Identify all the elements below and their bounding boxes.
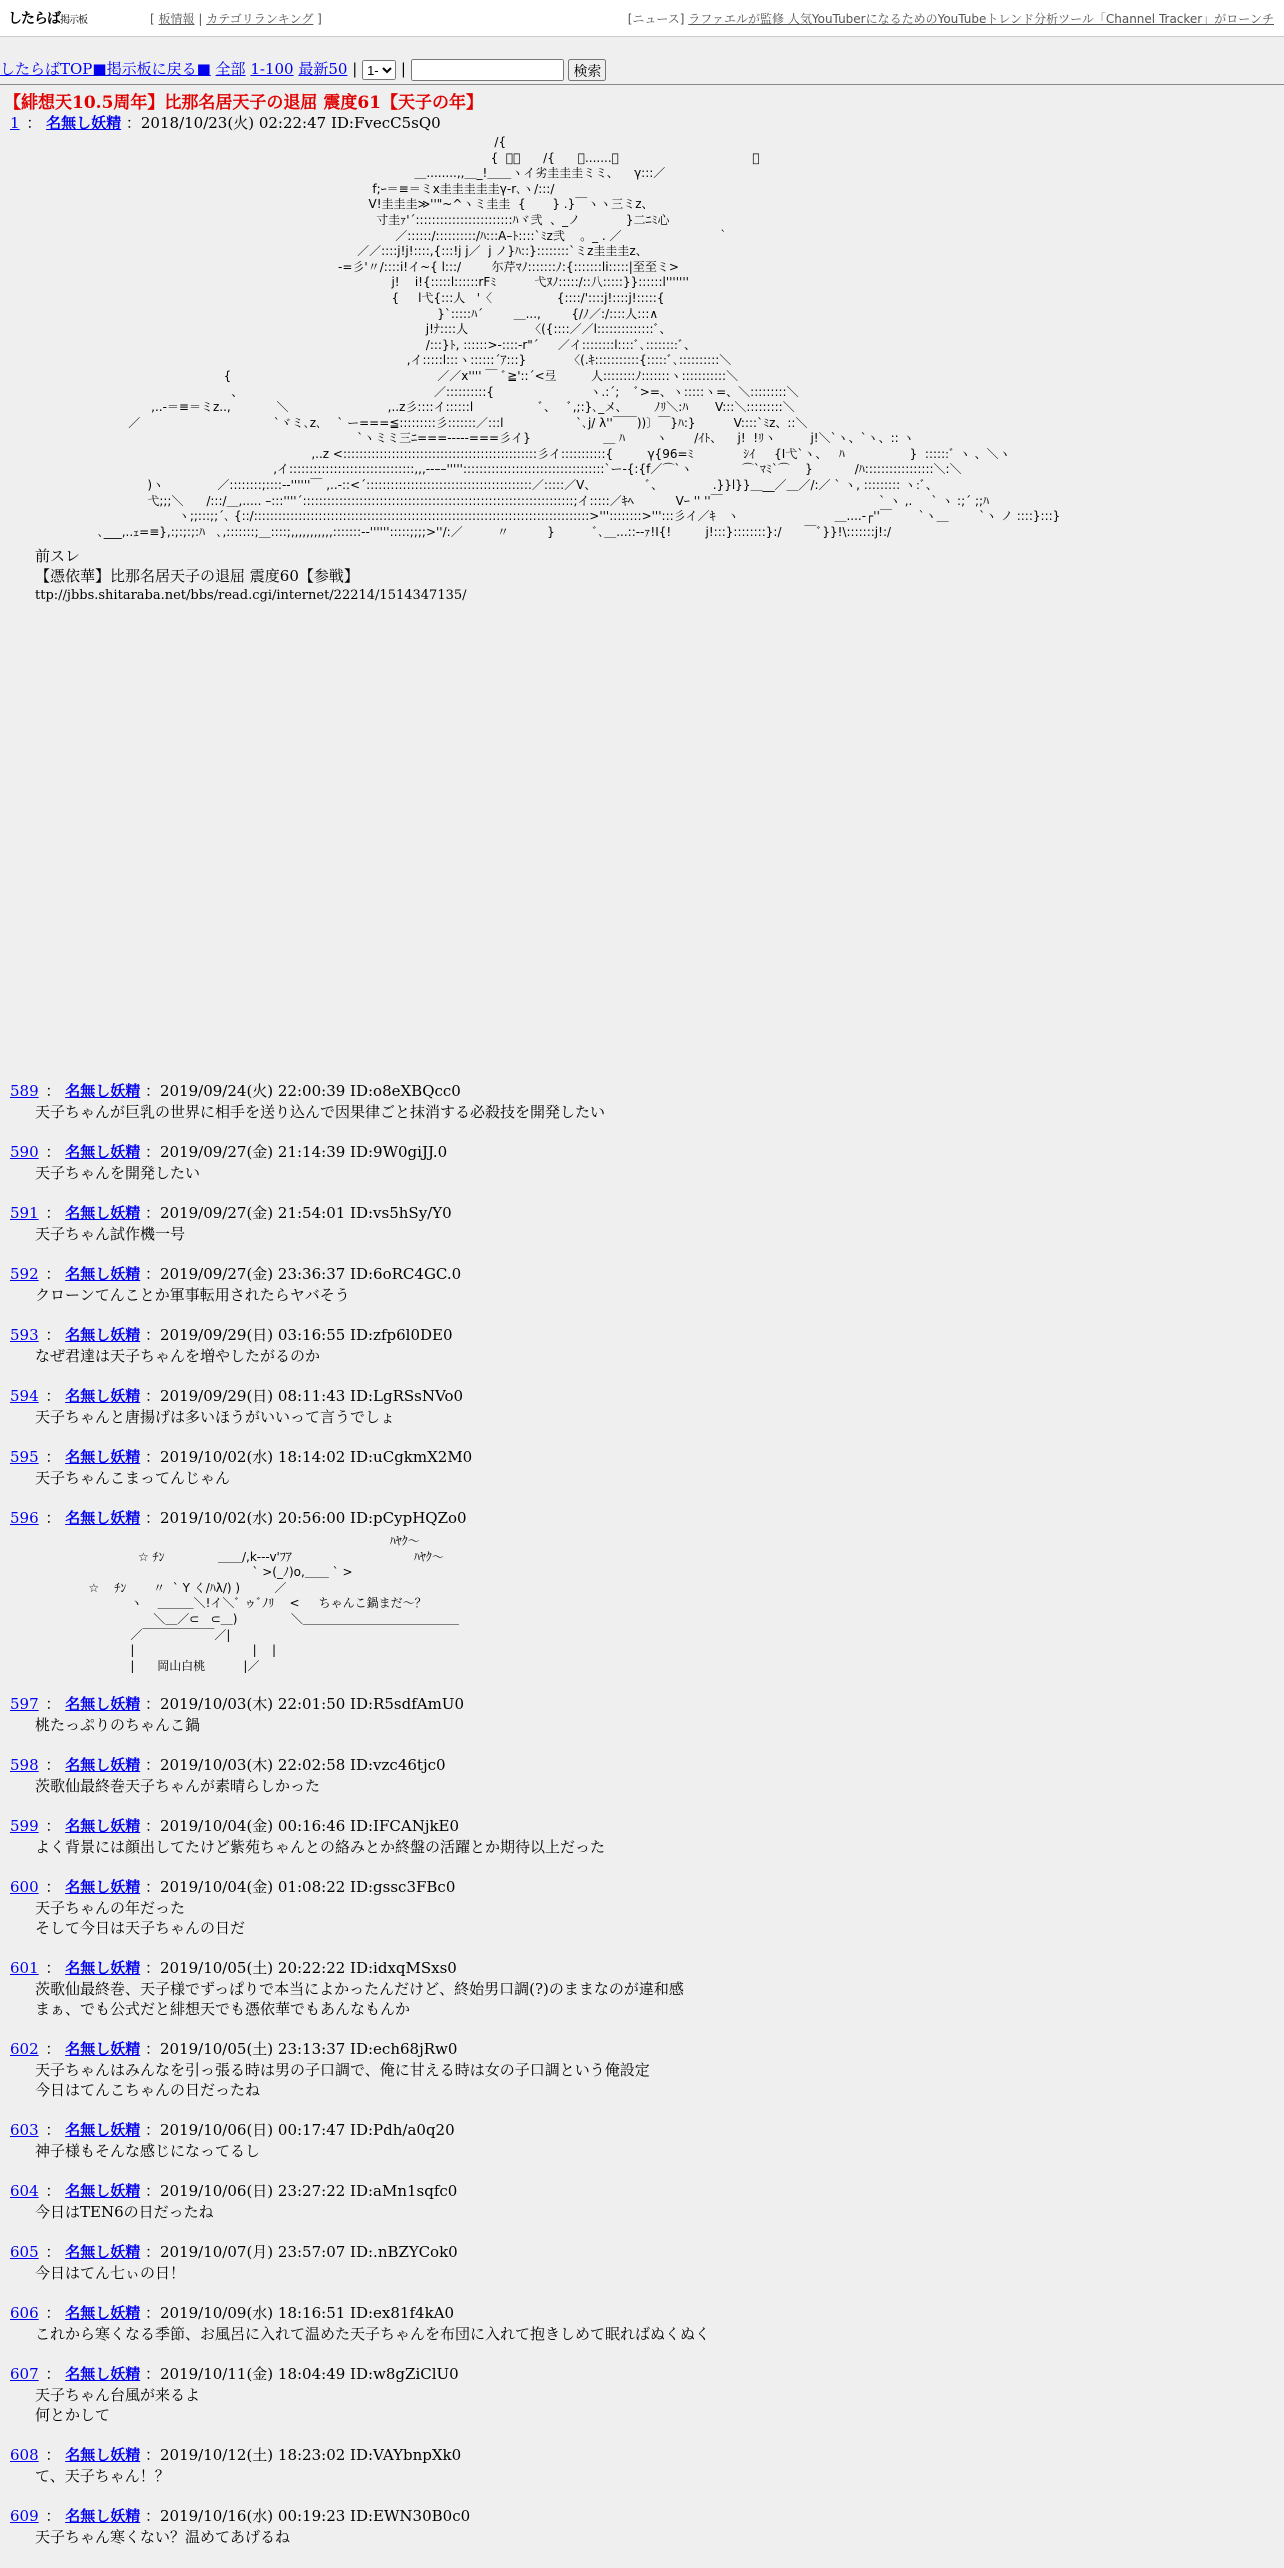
post-number[interactable]: 609	[10, 2507, 39, 2526]
post-date: 2019/10/02(水) 20:56:00 ID:pCypHQZo0	[159, 1509, 467, 1527]
post-date: 2019/09/29(日) 08:11:43 ID:LgRSsNVo0	[159, 1387, 464, 1405]
post-date: 2019/10/12(土) 18:23:02 ID:VAYbnpXk0	[159, 2446, 462, 2465]
body-line: て、天子ちゃん！？	[35, 2467, 170, 2486]
body-line: 桃たっぷりのちゃんこ鍋	[35, 1716, 201, 1735]
poster-name[interactable]: 名無し妖精	[65, 2040, 141, 2059]
post	[10, 2180, 1284, 2222]
post-number[interactable]: 608	[10, 2446, 39, 2465]
thread-nav: したらばTOP■掲示板に戻る■ 全部 1-100 最新50 | 1- | 検索	[0, 56, 1284, 82]
poster-name[interactable]: 名無し妖精	[65, 1448, 141, 1466]
body-line: よく背景には顔出してたけど紫苑ちゃんとの絡みとか終盤の活躍とか期待以上だった	[35, 1838, 606, 1857]
post-list	[10, 1080, 1284, 2566]
poster-name[interactable]: 名無し妖精	[65, 1817, 141, 1836]
search-button[interactable]: 検索	[568, 59, 606, 81]
post-header: 606 ： 名無し妖精 ：2019/10/09(水) 18:16:51 ID:ex81f4kA0	[10, 2304, 455, 2323]
post-number[interactable]: 594	[10, 1387, 39, 1405]
post	[10, 2119, 1284, 2161]
body-line: 神子様もそんな感じになってるし	[35, 2142, 261, 2161]
post-number[interactable]: 590	[10, 1143, 39, 1161]
post-date: 2019/10/02(水) 18:14:02 ID:uCgkmX2M0	[159, 1448, 473, 1466]
post-number[interactable]: 598	[10, 1756, 39, 1775]
post	[10, 1815, 1284, 1857]
poster-name[interactable]: 名無し妖精	[65, 2507, 141, 2526]
post-number[interactable]: 603	[10, 2121, 39, 2140]
post-body	[35, 2385, 1284, 2425]
post-body	[35, 2060, 1284, 2100]
poster-name[interactable]: 名無し妖精	[65, 2365, 141, 2384]
body-line: 天子ちゃん寒くない？温めてあげるね	[35, 2528, 291, 2547]
back-to-board-link[interactable]: ■掲示板に戻る■	[92, 60, 211, 78]
body-line: 今日はてん七ぃの日！	[35, 2264, 186, 2283]
post-body	[35, 1468, 1284, 1488]
body-line: これから寒くなる季節、お風呂に入れて温めた天子ちゃんを布団に入れて抱きしめて眠ればぬくぬく	[35, 2325, 711, 2344]
board-info-link[interactable]: 板情報	[158, 12, 195, 26]
post-body	[35, 1102, 1284, 1122]
post-number[interactable]: 607	[10, 2365, 39, 2384]
post-number[interactable]: 593	[10, 1326, 39, 1344]
post-number[interactable]: 596	[10, 1509, 39, 1527]
post-date: 2019/10/04(金) 01:08:22 ID:gssc3FBc0	[159, 1878, 456, 1897]
post-body	[35, 2527, 1284, 2547]
post-header: 598 ： 名無し妖精 ：2019/10/03(木) 22:02:58 ID:vzc46tjc0	[10, 1756, 446, 1775]
poster-name[interactable]: 名無し妖精	[65, 1082, 141, 1100]
post-date: 2019/09/27(金) 23:36:37 ID:6oRC4GC.0	[159, 1265, 462, 1283]
post-header: 603 ： 名無し妖精 ：2019/10/06(日) 00:17:47 ID:Pdh/a0q20	[10, 2121, 455, 2140]
logo-main: したらば	[8, 11, 60, 27]
post-number[interactable]: 1	[10, 114, 20, 132]
post	[10, 2038, 1284, 2100]
post-date: 2018/10/23(火) 02:22:47 ID:FvecC5sQ0	[140, 114, 441, 132]
body-line: 【憑依華】比那名居天子の退屈 震度60【参戦】	[35, 567, 359, 586]
post-body	[35, 1979, 1284, 2019]
post-header: 599 ： 名無し妖精 ：2019/10/04(金) 00:16:46 ID:IFCANjkE0	[10, 1817, 460, 1836]
logo-sub: 掲示板	[60, 15, 87, 26]
post	[10, 2363, 1284, 2425]
post-date: 2019/10/16(水) 00:19:23 ID:EWN30B0c0	[159, 2507, 471, 2526]
post	[10, 1507, 1284, 1674]
poster-name[interactable]: 名無し妖精	[65, 1387, 141, 1405]
poster-name[interactable]: 名無し妖精	[65, 1878, 141, 1897]
body-line: まぁ、でも公式だと緋想天でも憑依華でもあんなもんか	[35, 2000, 411, 2019]
site-logo[interactable]	[8, 8, 87, 28]
poster-name[interactable]: 名無し妖精	[65, 1695, 141, 1714]
body-line: 茨歌仙最終巻天子ちゃんが素晴らしかった	[35, 1777, 321, 1796]
post-date: 2019/10/09(水) 18:16:51 ID:ex81f4kA0	[159, 2304, 455, 2323]
post	[10, 2302, 1284, 2344]
post-body	[35, 546, 1284, 606]
post-body	[35, 1346, 1284, 1366]
post-number[interactable]: 605	[10, 2243, 39, 2262]
post-date: 2019/09/27(金) 21:14:39 ID:9W0giJJ.0	[159, 1143, 448, 1161]
post-number[interactable]: 591	[10, 1204, 39, 1222]
post-number[interactable]: 592	[10, 1265, 39, 1283]
post-body	[35, 1715, 1284, 1735]
post-date: 2019/09/27(金) 21:54:01 ID:vs5hSy/Y0	[159, 1204, 452, 1222]
post-date: 2019/10/04(金) 00:16:46 ID:IFCANjkE0	[159, 1817, 460, 1836]
ascii-art: /{ { ﾞ､ /{ ＿.......＿ ＿ ＿........,,＿_!＿＿ヽイ劣圭圭圭ミミ、 γ:::／ f;ｰ＝≡＝ミx圭圭圭圭圭γ-r､ヽ/:::/ V!圭圭圭≫''"~^ヽミ圭圭 { } .}￣ヽヽ三ミz、 寸圭ｧ'´::::::::::::::::::::::::ﾊヾ弐 、_ノ }二ﾆﾐ心 ／::::::/::::::::::/ﾊ:::A–ﾄ::::`ﾐz弐 。_ . ／ ｀ ／／::::j!j!::::,{:::!j j／ j ノ}ﾊ::}::::::::`ミz圭圭圭z、 -=彡'〃/::::i!イ~{ l:::/ 尓芹ﾏﾉ:::::::ﾉ:{:::::::li:::::|至至ミ> j! i!{:::::l::::::rFﾐ 弋ﾇﾉ:::::/::八:::::}}::::::l''''''' { l弋{:::人 '〈 {::::/'::::j!::::j!:::::{ }`:::::ﾊ´ ＿..., {/ﾉ／:/::::人:::∧ j!ﾅ::::人 〈({::::／／l::::::::::::::ﾞ、 /:::}ﾄ, ::::::>-::::-r"´ ／イ::::::::l::::ﾞ､::::::::ﾞ、 ,イ:::::l:::ヽ::::::´ｱ:::} 〈(.ｷ:::::::::::{:::::ﾞ､::::::::::＼ { ／／x'''' ￣ ﾞ≧'::´<弖 人::::::::ﾉ:::::::ヽ:::::::::::＼ 、 ／::::::::::{ ヽ.:´; ﾞ>=、ヽ:::::ヽ=、＼:::::::::＼ ,..-＝≡＝ミz.., ＼ ,..z彡::::イ::::::l ﾞ、 ﾞ,;:}､_メ、 ﾉﾘ＼:ﾊ V:::＼:::::::::＼ ／ `ヾミ､z､ ` ー===≦:::::::::彡:::::::／:::l `､j/ λ''￣￣))〕￣}ﾊ:} V::::`ﾐz、::＼ `ヽミミ三ﾆ===-----===彡イ} ＿ ﾊ ヽ /ｲﾄ、 j! !ﾘヽ j!＼`ヽ、`ヽ、:: ヽ ,..z <::::::::::::::::::::::::::::::::::::::::::::::::彡イ:::::::::::{ γ{96=ﾐ ｼｲ {I弋`ヽ、 ﾊ } ::::::ﾞ ヽ 、＼ヽ ,イ:::::::::::::::::::::::::::::::,,,--––''''':::::::::::::::::::::::::::::::::::`ー-{:{f／⌒`ヽ ⌒`ﾏﾐ`⌒ } /ﾊ:::::::::::::::::＼:＼ )ヽ ／::::::::;::::--''''''￣ ,..-::<´:::::::::::::::::::::::::::::::::::::::::／:::::／V、 ﾞ、 .}}l}}＿__／＿／/:／ ` ヽ, ::::::::: ヽ:ﾞ、 弋;;;＼ /:::/＿,..... –:::''''´:::::::::::::::::::::::::::::::::::::::::::::::::::::::::::::::::::;イ:::::／ｷﾍ Vｰ '' ''￣ ` ヽ ,. ` ヽ :;´ ;;ﾊ ヽ;;:::;;´､ {::/:::::::::::::::::::::::::::::::::::::::::::::::::::::::::::::::::::::::::::::::::::>'''::::::::>''':::彡イ／ｷ ヽ ＿....-┌''￣ `ヽ＿ `ヽ ノ ::::}:::} ､___,..ｪ=≡},:;:;:;:ﾊ ､,:::::::;＿::::;,,,,,,,,,,,:::::::--'''''':::::;;;;>''/:／ 〃 } ﾞ､＿...::--ｧ!I{! j!:::}::::::::}:/ ￣ﾞ}}!\:::::::j!:/	[97, 135, 1061, 539]
post-header: 595 ： 名無し妖精 ：2019/10/02(水) 18:14:02 ID:uCgkmX2M0	[10, 1448, 473, 1466]
ascii-art: ﾊﾔｸ〜 ☆ ﾁﾝ ＿＿/,k---v'ﾌｱ ﾊﾔｸ〜 ` >(_ﾉ)o,＿＿ ` > ☆ ﾁﾝ 〃 ` Y く/ﾊλ/) ) ／ ヽ ＿＿＿＼!イ＼ﾞ ゥﾞﾉﾘ < ちゃんこ鍋まだ～？ ＼＿／⊂ ⊂＿) ＼＿＿＿＿＿＿＿＿＿＿＿＿＿ ／￣￣￣￣￣￣／| | | | | 岡山白桃 |／	[88, 1534, 459, 1673]
post-body	[35, 1285, 1284, 1305]
post	[10, 2505, 1284, 2547]
post	[10, 2444, 1284, 2486]
body-line: 今日はてんこちゃんの日だったね	[35, 2081, 261, 2100]
poster-name[interactable]: 名無し妖精	[65, 2243, 141, 2262]
body-line: 今日はTEN6の日だったね	[35, 2203, 214, 2222]
post-header: 594 ： 名無し妖精 ：2019/09/29(日) 08:11:43 ID:LgRSsNVo0	[10, 1387, 464, 1405]
post	[10, 1876, 1284, 1938]
body-line: 茨歌仙最終巻、天子様でずっぱりで本当によかったんだけど、終始男口調(?)のままなのが違和感	[35, 1980, 684, 1999]
post	[10, 1446, 1284, 1488]
news-link[interactable]: ラファエルが監修 人気YouTuberになるためのYouTubeトレンド分析ツール「Channel Tracker」がローンチ	[688, 12, 1274, 26]
post-body	[35, 1163, 1284, 1183]
post-body	[35, 2141, 1284, 2161]
body-line: そして今日は天子ちゃんの日だ	[35, 1919, 246, 1938]
news-label: ニュース	[632, 12, 680, 26]
body-line: 天子ちゃんの年だった	[35, 1899, 186, 1918]
poster-name[interactable]: 名無し妖精	[46, 114, 122, 132]
post-date: 2019/09/29(日) 03:16:55 ID:zfp6l0DE0	[159, 1326, 453, 1344]
post-number[interactable]: 589	[10, 1082, 39, 1100]
post	[10, 1693, 1284, 1735]
post-date: 2019/10/06(日) 23:27:22 ID:aMn1sqfc0	[159, 2182, 458, 2201]
post-number[interactable]: 606	[10, 2304, 39, 2323]
top-bar	[0, 0, 1284, 37]
poster-name[interactable]: 名無し妖精	[65, 1326, 141, 1344]
post	[10, 1202, 1284, 1244]
post-date: 2019/10/03(木) 22:01:50 ID:R5sdfAmU0	[159, 1695, 464, 1714]
post-header: 597 ： 名無し妖精 ：2019/10/03(木) 22:01:50 ID:R5sdfAmU0	[10, 1695, 464, 1714]
post-header: 1 ： 名無し妖精 ：2018/10/23(火) 02:22:47 ID:FvecC5sQ0	[10, 114, 441, 132]
post-body	[35, 1898, 1284, 1938]
post-header: 601 ： 名無し妖精 ：2019/10/05(土) 20:22:22 ID:idxqMSxs0	[10, 1959, 457, 1978]
post-body	[35, 1224, 1284, 1244]
post-header: 591 ： 名無し妖精 ：2019/09/27(金) 21:54:01 ID:vs5hSy/Y0	[10, 1204, 452, 1222]
body-line: 天子ちゃんこまってんじゃん	[35, 1469, 231, 1487]
board-links: [ 板情報 | カテゴリランキング ]	[150, 12, 322, 26]
poster-name[interactable]: 名無し妖精	[65, 1265, 141, 1283]
post	[10, 1385, 1284, 1427]
post-body	[35, 2263, 1284, 2283]
post-date: 2019/10/05(土) 20:22:22 ID:idxqMSxs0	[159, 1959, 457, 1978]
body-line: なぜ君達は天子ちゃんを増やしたがるのか	[35, 1347, 321, 1365]
post-header: 590 ： 名無し妖精 ：2019/09/27(金) 21:14:39 ID:9W0giJJ.0	[10, 1143, 448, 1161]
post	[10, 1957, 1284, 2019]
post-number[interactable]: 595	[10, 1448, 39, 1466]
body-line: 天子ちゃんと唐揚げは多いほうがいいって言うでしょ	[35, 1408, 396, 1426]
body-line: 天子ちゃんが巨乳の世界に相手を送り込んで因果律ごと抹消する必殺技を開発したい	[35, 1103, 606, 1121]
post-header: 596 ： 名無し妖精 ：2019/10/02(水) 20:56:00 ID:pCypHQZo0	[10, 1509, 467, 1527]
post-body	[35, 2202, 1284, 2222]
poster-name[interactable]: 名無し妖精	[65, 1509, 141, 1527]
post	[10, 1263, 1284, 1305]
news-ticker: [ニュース] ラファエルが監修 人気YouTuberになるためのYouTubeトレンド分析ツール「Channel Tracker」がローンチ	[627, 12, 1274, 26]
poster-name[interactable]: 名無し妖精	[65, 2446, 141, 2465]
post-body	[35, 1407, 1284, 1427]
search-input[interactable]	[411, 59, 564, 81]
shitaraba-top-link[interactable]: したらばTOP	[0, 60, 93, 78]
body-line: ttp://jbbs.shitaraba.net/bbs/read.cgi/internet/22214/1514347135/	[35, 588, 467, 604]
body-line: 前スレ	[35, 547, 81, 566]
post	[10, 1754, 1284, 1796]
post	[10, 2241, 1284, 2283]
divider	[0, 84, 1284, 85]
poster-name[interactable]: 名無し妖精	[65, 2121, 141, 2140]
post-body	[35, 1837, 1284, 1857]
post-date: 2019/10/05(土) 23:13:37 ID:ech68jRw0	[159, 2040, 458, 2059]
post-header: 593 ： 名無し妖精 ：2019/09/29(日) 03:16:55 ID:zfp6l0DE0	[10, 1326, 453, 1344]
post	[10, 1141, 1284, 1183]
post-header: 592 ： 名無し妖精 ：2019/09/27(金) 23:36:37 ID:6oRC4GC.0	[10, 1265, 462, 1283]
post-header: 600 ： 名無し妖精 ：2019/10/04(金) 01:08:22 ID:gssc3FBc0	[10, 1878, 456, 1897]
post-number[interactable]: 601	[10, 1959, 39, 1978]
post-body	[35, 2466, 1284, 2486]
range-1-100-link[interactable]: 1-100	[250, 60, 294, 78]
category-ranking-link[interactable]: カテゴリランキング	[206, 12, 314, 26]
post-number[interactable]: 602	[10, 2040, 39, 2059]
range-select[interactable]	[362, 60, 396, 80]
post-body	[35, 2324, 1284, 2344]
body-line: 天子ちゃんを開発したい	[35, 1164, 201, 1182]
post-number[interactable]: 599	[10, 1817, 39, 1836]
post-number[interactable]: 604	[10, 2182, 39, 2201]
poster-name[interactable]: 名無し妖精	[65, 1204, 141, 1222]
poster-name[interactable]: 名無し妖精	[65, 1143, 141, 1161]
post	[10, 1080, 1284, 1122]
post-number[interactable]: 600	[10, 1878, 39, 1897]
latest-50-link[interactable]: 最新50	[298, 60, 348, 78]
body-line: 天子ちゃんはみんなを引っ張る時は男の子口調で、俺に甘える時は女の子口調という俺設定	[35, 2061, 650, 2080]
first-post	[10, 112, 1284, 606]
body-line: 天子ちゃん台風が来るよ	[35, 2386, 201, 2405]
poster-name[interactable]: 名無し妖精	[65, 2304, 141, 2323]
body-line: 天子ちゃん試作機一号	[35, 1225, 186, 1243]
post-date: 2019/09/24(火) 22:00:39 ID:o8eXBQcc0	[159, 1082, 461, 1100]
post-number[interactable]: 597	[10, 1695, 39, 1714]
post-header: 608 ： 名無し妖精 ：2019/10/12(土) 18:23:02 ID:VAYbnpXk0	[10, 2446, 462, 2465]
post-body	[35, 1776, 1284, 1796]
post-header: 607 ： 名無し妖精 ：2019/10/11(金) 18:04:49 ID:w8gZiClU0	[10, 2365, 459, 2384]
post-date: 2019/10/03(木) 22:02:58 ID:vzc46tjc0	[159, 1756, 446, 1775]
poster-name[interactable]: 名無し妖精	[65, 1959, 141, 1978]
post-header: 609 ： 名無し妖精 ：2019/10/16(水) 00:19:23 ID:EWN30B0c0	[10, 2507, 471, 2526]
post-header: 605 ： 名無し妖精 ：2019/10/07(月) 23:57:07 ID:.nBZYCok0	[10, 2243, 458, 2262]
poster-name[interactable]: 名無し妖精	[65, 2182, 141, 2201]
body-line: クローンてんことか軍事転用されたらヤバそう	[35, 1286, 350, 1304]
thread-title: 【緋想天10.5周年】比那名居天子の退屈 震度61【天子の年】	[4, 93, 483, 113]
body-line: 何とかして	[35, 2406, 111, 2425]
post-header: 589 ： 名無し妖精 ：2019/09/24(火) 22:00:39 ID:o8eXBQcc0	[10, 1082, 461, 1100]
show-all-link[interactable]: 全部	[215, 60, 246, 78]
post	[10, 1324, 1284, 1366]
post-date: 2019/10/07(月) 23:57:07 ID:.nBZYCok0	[159, 2243, 458, 2262]
poster-name[interactable]: 名無し妖精	[65, 1756, 141, 1775]
post-header: 602 ： 名無し妖精 ：2019/10/05(土) 23:13:37 ID:ech68jRw0	[10, 2040, 458, 2059]
post-date: 2019/10/11(金) 18:04:49 ID:w8gZiClU0	[159, 2365, 459, 2384]
post-header: 604 ： 名無し妖精 ：2019/10/06(日) 23:27:22 ID:aMn1sqfc0	[10, 2182, 458, 2201]
post-date: 2019/10/06(日) 00:17:47 ID:Pdh/a0q20	[159, 2121, 455, 2140]
